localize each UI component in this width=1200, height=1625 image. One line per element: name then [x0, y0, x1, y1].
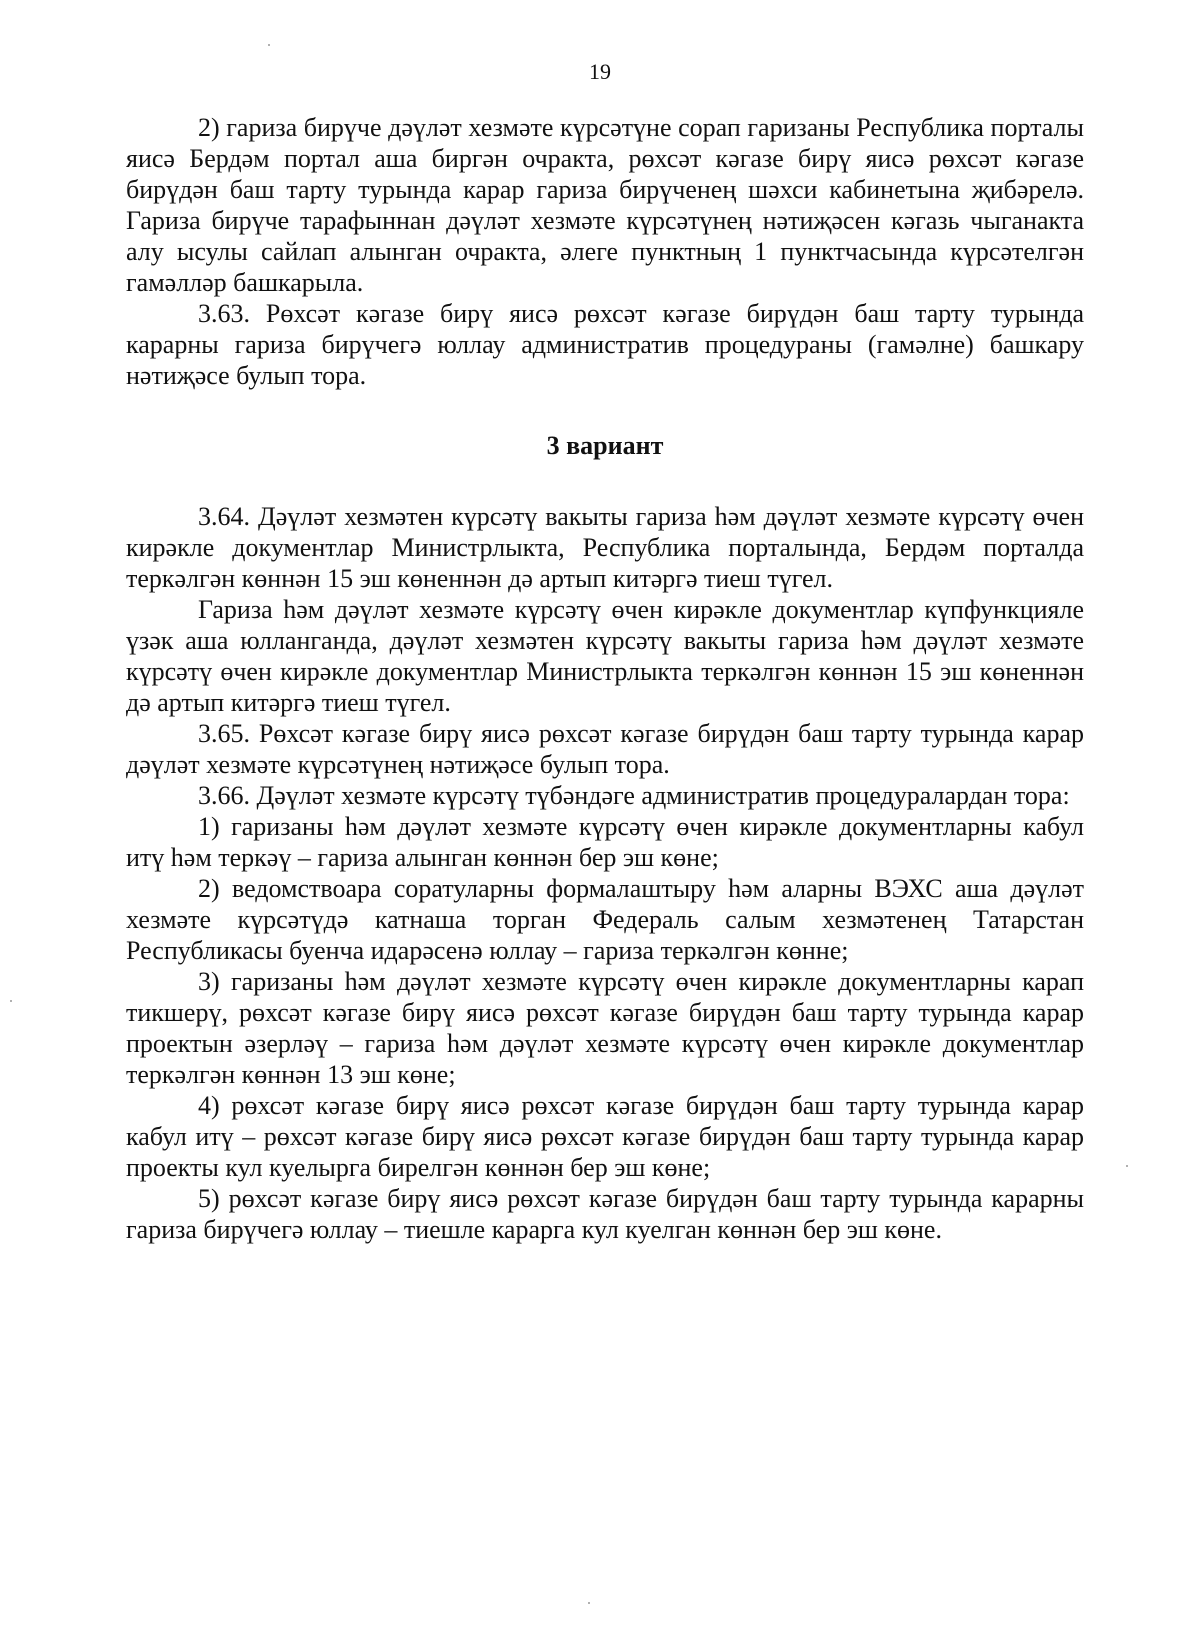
- list-item-4: 4) рөхсәт кәгазе бирү яисә рөхсәт кәгазе бирүдән баш тарту турында карар кабул итү – рөхсәт кәгазе бирү яисә рөхсәт кәгазе бирүдән баш тарту турында карар проекты кул куелырга бирелгән көннән бер эш көне;: [126, 1091, 1084, 1182]
- scan-speck: [1126, 1165, 1128, 1167]
- paragraph-mfc-deadline: Гариза һәм дәүләт хезмәте күрсәтү өчен кирәкле документлар күпфункцияле үзәк аша юлланганда, дәүләт хезмәтен күрсәтү вакыты гариза һәм дәүләт хезмәте күрсәтү өчен кирәкле документлар Министрлыкта теркәлгән көннән 15 эш көненнән дә артып китәргә тиеш түгел.: [126, 595, 1084, 717]
- scan-speck: [588, 1602, 590, 1604]
- page-number: 19: [589, 59, 611, 84]
- paragraph-3-63: 3.63. Рөхсәт кәгазе бирү яисә рөхсәт кәгазе бирүдән баш тарту турында карарны гариза бирүчегә юллау административ процедураны (гамәлне) башкару нәтиҗәсе булып тора.: [126, 299, 1084, 390]
- list-item-5: 5) рөхсәт кәгазе бирү яисә рөхсәт кәгазе бирүдән баш тарту турында карарны гариза бирүчегә юллау – тиешле карарга кул куелган көннән бер эш көне.: [126, 1184, 1084, 1244]
- paragraph-2-result-delivery: 2) гариза бирүче дәүләт хезмәте күрсәтүне сорап гаризаны Республика порталы яисә Бердәм портал аша биргән очракта, рөхсәт кәгазе бирү яисә рөхсәт кәгазе бирүдән баш тарту турында карар гариза бирүченең шәхси кабинетына җибәрелә. Гариза бирүче тарафыннан дәүләт хезмәте күрсәтүнең нәтиҗәсен кәгазь чыганакта алу ысулы сайлап алынган очракта, әлеге пунктның 1 пунктчасында күрсәтелгән гамәлләр башкарыла.: [126, 113, 1084, 297]
- paragraph-3-64: 3.64. Дәүләт хезмәтен күрсәтү вакыты гариза һәм дәүләт хезмәте күрсәтү өчен кирәкле документлар Министрлыкта, Республика порталында, Бердәм порталда теркәлгән көннән 15 эш көненнән дә артып китәргә тиеш түгел.: [126, 502, 1084, 593]
- scan-speck: [10, 1000, 12, 1002]
- list-item-2: 2) ведомствоара соратуларны формалаштыру һәм аларны ВЭХС аша дәүләт хезмәте күрсәтүдә катнаша торган Федераль салым хезмәтенең Татарстан Республикасы буенча идарәсенә юллау – гариза теркәлгән көнне;: [126, 874, 1084, 965]
- paragraph-3-66: 3.66. Дәүләт хезмәте күрсәтү түбәндәге административ процедуралардан тора:: [198, 781, 1070, 810]
- scan-speck: [268, 44, 270, 46]
- paragraph-3-65: 3.65. Рөхсәт кәгазе бирү яисә рөхсәт кәгазе бирүдән баш тарту турында карар дәүләт хезмәте күрсәтүнең нәтиҗәсе булып тора.: [126, 719, 1084, 779]
- section-heading: 3 вариант: [546, 431, 664, 460]
- list-item-1: 1) гаризаны һәм дәүләт хезмәте күрсәтү өчен кирәкле документларны кабул итү һәм теркәү – гариза алынган көннән бер эш көне;: [126, 812, 1084, 872]
- list-item-3: 3) гаризаны һәм дәүләт хезмәте күрсәтү өчен кирәкле документларны карап тикшерү, рөхсәт кәгазе бирү яисә рөхсәт кәгазе бирүдән баш тарту турында карар проектын әзерләү – гариза һәм дәүләт хезмәте күрсәтү өчен кирәкле документлар теркәлгән көннән 13 эш көне;: [126, 967, 1084, 1089]
- document-body: [126, 112, 1084, 1245]
